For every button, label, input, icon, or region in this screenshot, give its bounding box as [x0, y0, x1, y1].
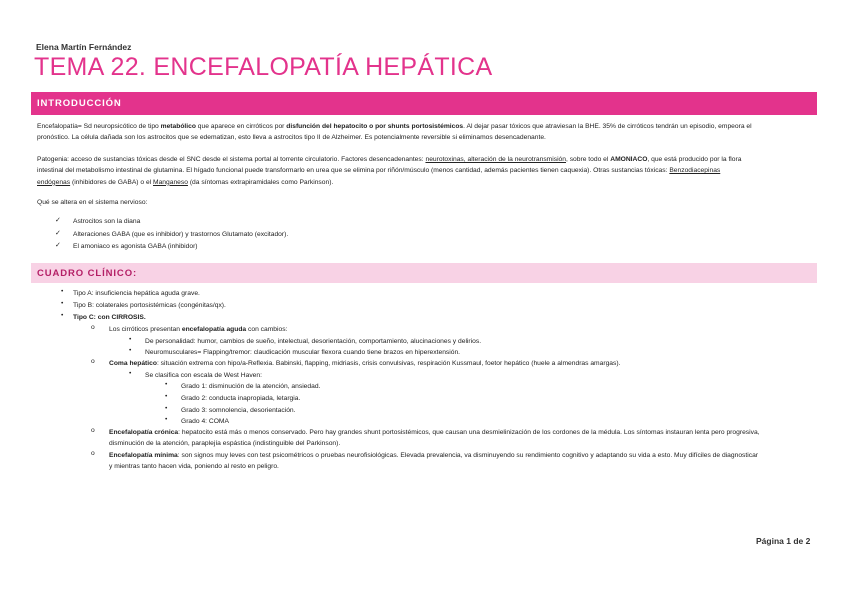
checkmark-icon: ✓ [55, 242, 61, 249]
list-item: Grado 4: COMA [181, 418, 229, 425]
paragraph-line [37, 121, 817, 132]
list-item: Tipo A: insuficiencia hepática aguda grave. [73, 290, 200, 297]
bullet-icon: • [165, 416, 168, 423]
bold-span: Coma hepático [109, 360, 157, 367]
paragraph-sistema-nervioso: Qué se altera en el sistema nervioso: [37, 199, 148, 206]
list-item: Grado 2: conducta inapropiada, letargia. [181, 395, 301, 402]
paragraph-line [37, 165, 817, 176]
text-span: Encefalopatía= Sd neuropsicótico de tipo [37, 123, 161, 130]
text-span: Los cirróticos presentan [109, 326, 182, 333]
page-title: TEMA 22. ENCEFALOPATÍA HEPÁTICA [34, 53, 493, 81]
circle-bullet-icon: o [91, 427, 95, 434]
list-item: Se clasifica con escala de West Haven: [145, 372, 262, 379]
bold-span: disfunción del hepatocito o por shunts portosistémicos [286, 123, 464, 130]
bold-span: encefalopatía aguda [181, 326, 247, 333]
bullet-icon: • [129, 347, 132, 354]
bullet-icon: • [165, 405, 168, 412]
list-item [73, 313, 146, 323]
list-item: Grado 1: disminución de la atención, ansiedad. [181, 383, 321, 390]
paragraph-line [37, 154, 817, 165]
text-span: : son signos muy leves con test psicométricos o pruebas neurofisiológicas. Elevada prevalencia, va disminuyendo su rendimiento cognitivo y adaptando su vida a esto. Muy difíciles de diagnosticar [177, 452, 759, 459]
list-item [109, 359, 620, 369]
section-heading-introduccion [31, 92, 817, 115]
checkmark-icon: ✓ [55, 230, 61, 237]
list-item: Neuromusculares= Flapping/tremor: claudicación muscular flexora cuando tiene brazos en hiperextensión. [145, 349, 461, 356]
text-span: con cambios: [246, 326, 288, 333]
text-span: . Al dejar pasar tóxicos que atraviesan la BHE. 35% de cirróticos tendrán un episodio, empeora el [463, 123, 752, 130]
text-span: (inhibidores de GABA) o el [70, 178, 154, 186]
text-span: (da síntomas extrapiramidales como Parkinson). [187, 178, 334, 186]
bold-span: Encefalopatía mínima [109, 452, 178, 459]
list-item [109, 428, 760, 438]
bullet-icon: • [61, 288, 64, 295]
section-heading-text: CUADRO CLÍNICO: [37, 268, 138, 279]
text-span: , sobre todo el [566, 156, 611, 163]
bold-span: metabólico [160, 123, 196, 130]
list-item: De personalidad: humor, cambios de sueño, intelectual, desorientación, comportamiento, alucinaciones y delirios. [145, 338, 482, 345]
bullet-icon: • [165, 393, 168, 400]
bullet-icon: • [165, 381, 168, 388]
paragraph-line [37, 177, 817, 188]
underlined-span: endógenas [37, 178, 71, 186]
list-item-continuation: disminución de la atención, paraplejía espástica (indistinguible del Parkinson). [109, 440, 341, 447]
underlined-span: Manganeso [153, 178, 188, 186]
checkmark-icon: ✓ [55, 217, 61, 224]
author-name: Elena Martín Fernández [36, 42, 132, 52]
circle-bullet-icon: o [91, 324, 95, 331]
list-item [109, 325, 287, 335]
list-item: Tipo B: colaterales portosistémicas (congénitas/qx). [73, 302, 226, 309]
list-item: Alteraciones GABA (que es inhibidor) y trastornos Glutamato (excitador). [73, 231, 289, 238]
page-number: Página 1 de 2 [756, 536, 811, 546]
list-item: El amoniaco es agonista GABA (inhibidor) [73, 243, 198, 250]
paragraph-line: pronóstico. La célula dañada son los astrocitos que se edematizan, esto lleva a astrocitos tipo II de Alzheimer. Es potencialmente reversible si eliminamos desencadenante. [37, 134, 546, 142]
bold-span: Encefalopatía crónica [109, 429, 179, 436]
bullet-icon: • [129, 336, 132, 343]
bold-span: Tipo C: con CIRROSIS. [73, 314, 146, 321]
text-span: que aparece en cirróticos por [195, 123, 287, 130]
text-span: : situación extrema con hipo/a-Reflexia. Babinski, flapping, midriasis, crisis convulsivas, respiración Kussmaul, foetor hepático (huele a almendras amargas). [156, 360, 621, 367]
text-span: intestinal del metabolismo intestinal de glutamina. El hígado funcional puede transformarlo en urea que se elimina por riñón/músculo (menos cantidad, además pacientes tienen caquexia). Otras sustancias tóxicas: [37, 167, 670, 175]
list-item: Grado 3: somnolencia, desorientación. [181, 407, 296, 414]
text-span: : hepatocito está más o menos conservado. Pero hay grandes shunt portosistémicos, que causan una desmielinización de los cordones de la médula. Los síntomas instauran lenta pero progresiva, [178, 429, 760, 436]
circle-bullet-icon: o [91, 358, 95, 365]
bold-span: AMONIACO [610, 156, 648, 163]
section-heading-text: INTRODUCCIÓN [37, 98, 122, 109]
bullet-icon: • [129, 370, 132, 377]
paragraph-encefalopatia [37, 121, 817, 144]
underlined-span: neurotoxinas, alteración de la neurotransmisión [425, 156, 566, 163]
bullet-icon: • [61, 300, 64, 307]
underlined-span: Benzodiacepinas [669, 167, 721, 175]
list-item: Astrocitos son la diana [73, 218, 141, 225]
list-item-continuation: y mientras tanto hacen vida, poniendo al resto en peligro. [109, 463, 279, 470]
text-span: , que está producido por la flora [647, 156, 742, 163]
list-item [109, 451, 758, 461]
circle-bullet-icon: o [91, 450, 95, 457]
paragraph-patogenia [37, 154, 817, 188]
bullet-icon: • [61, 312, 64, 319]
section-heading-cuadro-clinico [31, 263, 817, 283]
text-span: Patogenia: acceso de sustancias tóxicas desde el SNC desde el sistema portal al torrente circulatorio. Factores desencadenantes: [37, 156, 426, 163]
